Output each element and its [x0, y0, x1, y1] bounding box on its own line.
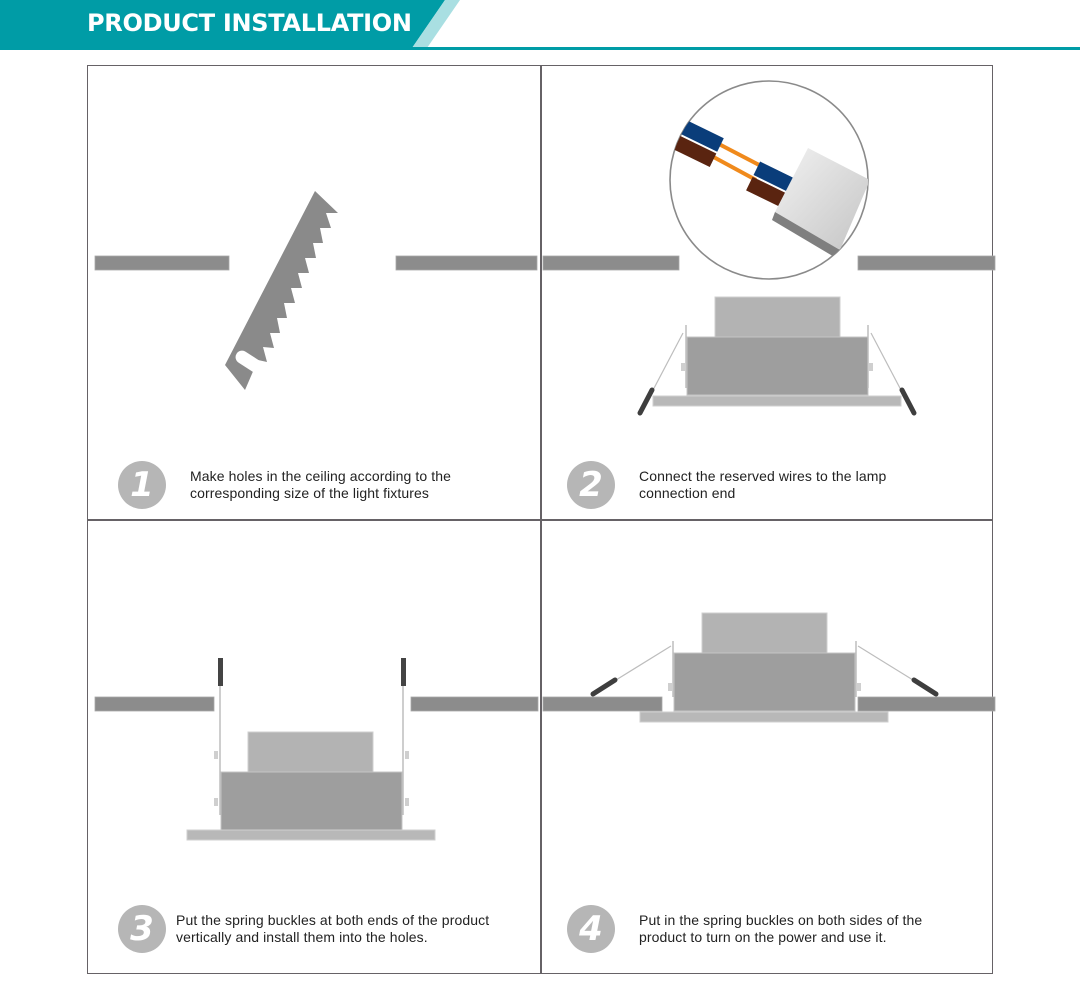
step-number-badge: 3 [118, 905, 166, 953]
step-number-badge: 4 [567, 905, 615, 953]
wire-detail-icon [670, 81, 870, 279]
step-description: Connect the reserved wires to the lamp connection end [639, 468, 887, 501]
step-description: Put in the spring buckles on both sides of the product to turn on the power and use it. [639, 912, 923, 945]
step-number-badge: 1 [118, 461, 166, 509]
step-4 [567, 905, 922, 953]
saw-icon [225, 191, 338, 390]
ceiling-left [95, 256, 229, 270]
step-number-badge: 2 [567, 461, 615, 509]
step-2 [567, 461, 886, 509]
step-1 [118, 461, 451, 509]
panel-4-illustration [543, 613, 995, 722]
step-3 [118, 905, 489, 953]
ceiling-right [396, 256, 537, 270]
panel-3-illustration [95, 658, 538, 840]
panel-1-illustration [95, 191, 537, 390]
step-description: Put the spring buckles at both ends of the product vertically and install them into the holes. [176, 912, 490, 945]
step-description: Make holes in the ceiling according to the corresponding size of the light fixtures [190, 468, 452, 501]
fixture-icon [640, 297, 914, 413]
panel-2-illustration [543, 81, 995, 413]
page-title: PRODUCT INSTALLATION [87, 9, 412, 37]
